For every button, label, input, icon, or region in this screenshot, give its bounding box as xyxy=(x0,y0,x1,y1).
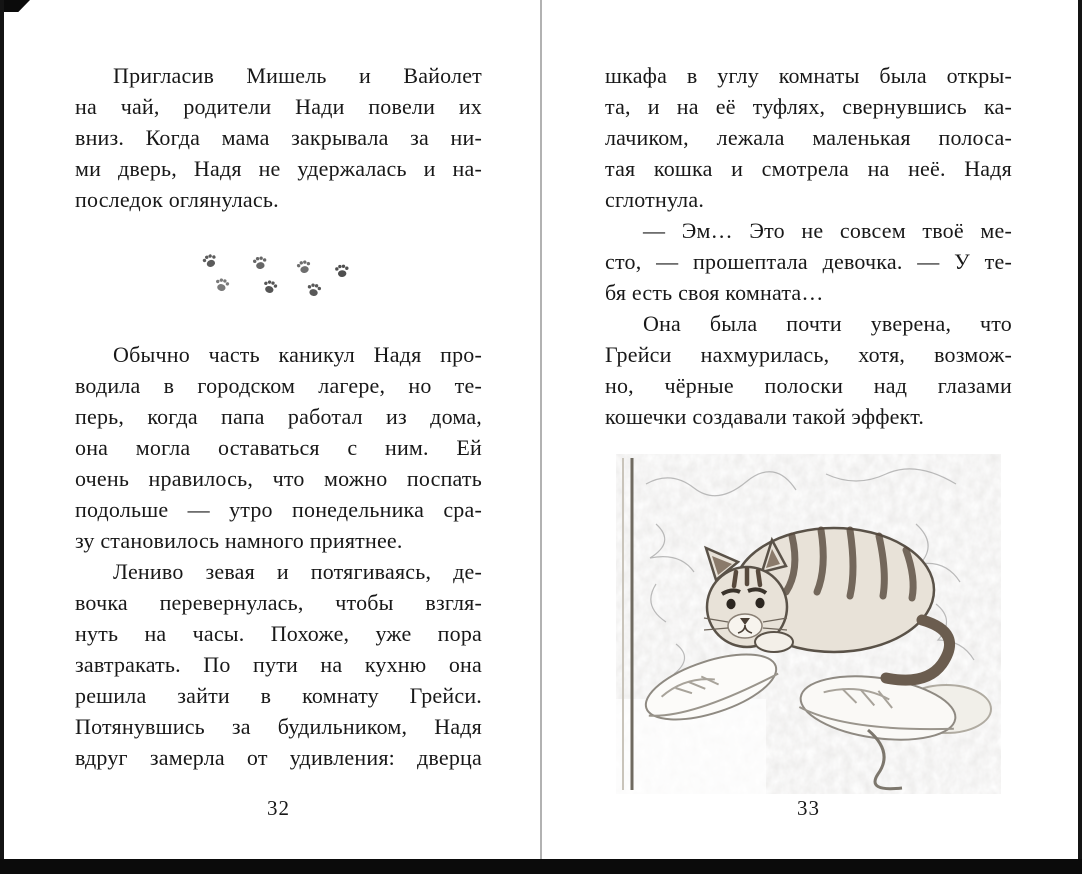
text-line: она могла оставаться с ним. Ей xyxy=(75,435,482,460)
paragraph xyxy=(75,556,482,773)
text-line: ми дверь, Надя не удержалась и на- xyxy=(75,156,482,181)
paragraph xyxy=(75,60,482,215)
text-line: последок оглянулась. xyxy=(75,187,279,212)
text-line: на чай, родители Нади повели их xyxy=(75,94,482,119)
paragraph xyxy=(605,308,1012,432)
page-gutter-line xyxy=(540,0,542,859)
text-line: вдруг замерла от удивления: дверца xyxy=(75,745,482,770)
text-line: лачиком, лежала маленькая полоса- xyxy=(605,125,1012,150)
paw-prints-ornament xyxy=(75,243,482,305)
text-column-right xyxy=(605,60,1012,794)
text-line: вочка перевернулась, чтобы взгля- xyxy=(75,590,482,615)
text-line: сто, — прошептала девочка. — У те- xyxy=(605,249,1012,274)
kitten-illustration xyxy=(616,454,1001,794)
text-line: кошечки создавали такой эффект. xyxy=(605,404,925,429)
text-line: Обычно часть каникул Надя про- xyxy=(113,342,482,367)
text-line: решила зайти в комнату Грейси. xyxy=(75,683,482,708)
text-line: подольше — утро понедельника сра- xyxy=(75,497,482,522)
text-line: — Эм… Это не совсем твоё ме- xyxy=(643,218,1012,243)
text-line: перь, когда папа работал из дома, xyxy=(75,404,482,429)
page-right xyxy=(541,0,1082,874)
text-line: водила в городском лагере, но те- xyxy=(75,373,482,398)
text-line: Пригласив Мишель и Вайолет xyxy=(113,63,482,88)
text-line: Потянувшись за будильником, Надя xyxy=(75,714,482,739)
paragraph xyxy=(605,60,1012,215)
text-line: шкафа в углу комнаты была откры- xyxy=(605,63,1012,88)
text-column-left xyxy=(75,60,482,773)
text-line: Лениво зевая и потягиваясь, де- xyxy=(113,559,482,584)
paragraph xyxy=(75,339,482,556)
text-line: очень нравилось, что можно поспать xyxy=(75,466,482,491)
book-edge-right xyxy=(1078,0,1082,874)
text-line: бя есть своя комната… xyxy=(605,280,824,305)
text-line: Грейси нахмурилась, хотя, возмож- xyxy=(605,342,1012,367)
text-line: тая кошка и смотрела на неё. Надя xyxy=(605,156,1012,181)
text-line: Она была почти уверена, что xyxy=(643,311,1012,336)
page-number-right: 33 xyxy=(797,796,820,820)
text-line: сглотнула. xyxy=(605,187,705,212)
text-line: зу становилось намного приятнее. xyxy=(75,528,403,553)
text-line: но, чёрные полоски над глазами xyxy=(605,373,1012,398)
paw-prints-icon xyxy=(194,243,364,305)
page-number-left: 32 xyxy=(267,796,290,820)
book-edge-bottom xyxy=(0,859,1082,874)
text-line: вниз. Когда мама закрывала за ни- xyxy=(75,125,482,150)
book-edge-left xyxy=(0,0,4,874)
text-line: завтракать. По пути на кухню она xyxy=(75,652,482,677)
kitten-on-shoes-drawing xyxy=(616,454,1001,794)
paragraph xyxy=(605,215,1012,308)
text-line: та, и на её туфлях, свернувшись ка- xyxy=(605,94,1012,119)
text-line: нуть на часы. Похоже, уже пора xyxy=(75,621,482,646)
